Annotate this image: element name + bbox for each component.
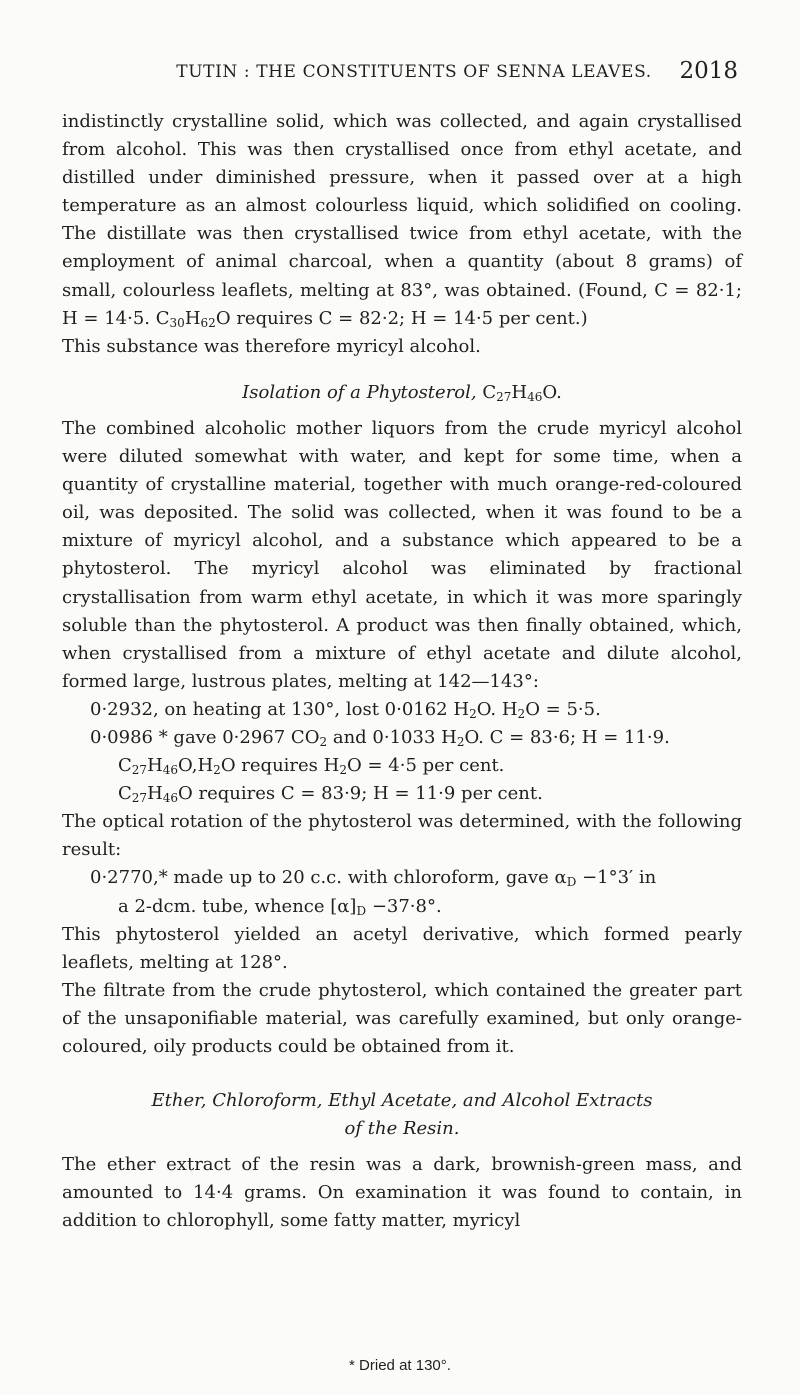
paragraph-3: The combined alcoholic mother liquors from the crude myricyl alcohol were diluted somewhat with water, and kept for some time, when a quantity of crystalline material, together with much orange-red-coloured oil, was deposited. The solid was collected, when it was found to be a mixture of myricyl alcohol, and a substance which appeared to be a phytosterol. The myricyl alcohol was eliminated by fractional crystallisation from warm ethyl acetate, in which it was more sparingly soluble than the phytosterol. A product was then finally obtained, which, when crystallised from a mixture of ethyl acetate and dilute alcohol, formed large, lustrous plates, melting at 142—143°: xyxy=(62,417,742,692)
data-line-1: 0·2932, on heating at 130°, lost 0·0162 $H_2O$. $H_2O = 5\cdot 5$. xyxy=(90,698,601,721)
page-number: 2018 xyxy=(679,58,738,84)
paragraph-1-requires: requires C = 82·2; H = 14·5 per cent.) xyxy=(236,307,588,329)
paragraph-1-text: indistinctly crystalline solid, which was collected, and again crystallised from alcohol. This was then crystallised once from ethyl acetate, and distilled under diminished pressure, when it passed over at a high temperature as an almost colourless liquid, which solidified on cooling. The distillate was then crystallised twice from ethyl acetate, with the employment of animal charcoal, when a quantity (about 8 grams) of small, colourless leaflets, melting at 83°, was obtained. (Found, C = 82·1; H = 14·5. xyxy=(62,111,742,329)
data-line-3: $C_{27}H_{46}O,H_2O$ requires $H_2O = 4\cdot 5$ per cent. xyxy=(118,755,505,778)
paragraph-4: The optical rotation of the phytosterol was determined, with the following result: xyxy=(62,811,742,861)
paragraph-1 xyxy=(62,108,742,333)
header-title: TUTIN : THE CONSTITUENTS OF SENNA LEAVES. xyxy=(176,62,652,82)
article-body xyxy=(62,108,742,1236)
data-line-5b: a 2-dcm. tube, whence $[\alpha]_D -37\cdot 8^\circ$. xyxy=(118,895,442,918)
paragraph-6: The filtrate from the crude phytosterol, which contained the greater part of the unsaponifiable material, was carefully examined, but only orange-coloured, oily products could be obtained from it. xyxy=(62,979,742,1057)
paragraph-7: The ether extract of the resin was a dark, brownish-green mass, and amounted to 14·4 grams. On examination it was found to contain, in addition to chlorophyll, some fatty matter, myricyl xyxy=(62,1154,742,1232)
data-line-5a: 0·2770,* made up to 20 c.c. with chloroform, gave $\alpha_D -1^\circ 3'$ in xyxy=(90,867,657,890)
data-line-4: $C_{27}H_{46}O$ requires C = 83·9; H = 11·9 per cent. xyxy=(118,783,543,806)
section-heading-phytosterol: Isolation of a Phytosterol, $C_{27}H_{46}O$. xyxy=(242,381,562,404)
section-heading-extracts: Ether, Chloroform, Ethyl Acetate, and Alcohol Extracts of the Resin. xyxy=(151,1090,653,1140)
running-header xyxy=(90,58,738,84)
data-line-2: 0·0986 * gave 0·2967 $CO_2$ and 0·1033 $H_2O$. C = 83·6; H = 11·9. xyxy=(90,726,670,749)
heading-formula: $C_{27}H_{46}O$. xyxy=(482,381,562,404)
paragraph-5: This phytosterol yielded an acetyl derivative, which formed pearly leaflets, melting at 128°. xyxy=(62,923,742,973)
formula-myricyl: $C_{30}H_{62}O$ xyxy=(155,307,231,330)
footnote: * Dried at 130°. xyxy=(349,1357,451,1374)
paragraph-2: This substance was therefore myricyl alcohol. xyxy=(62,335,481,357)
